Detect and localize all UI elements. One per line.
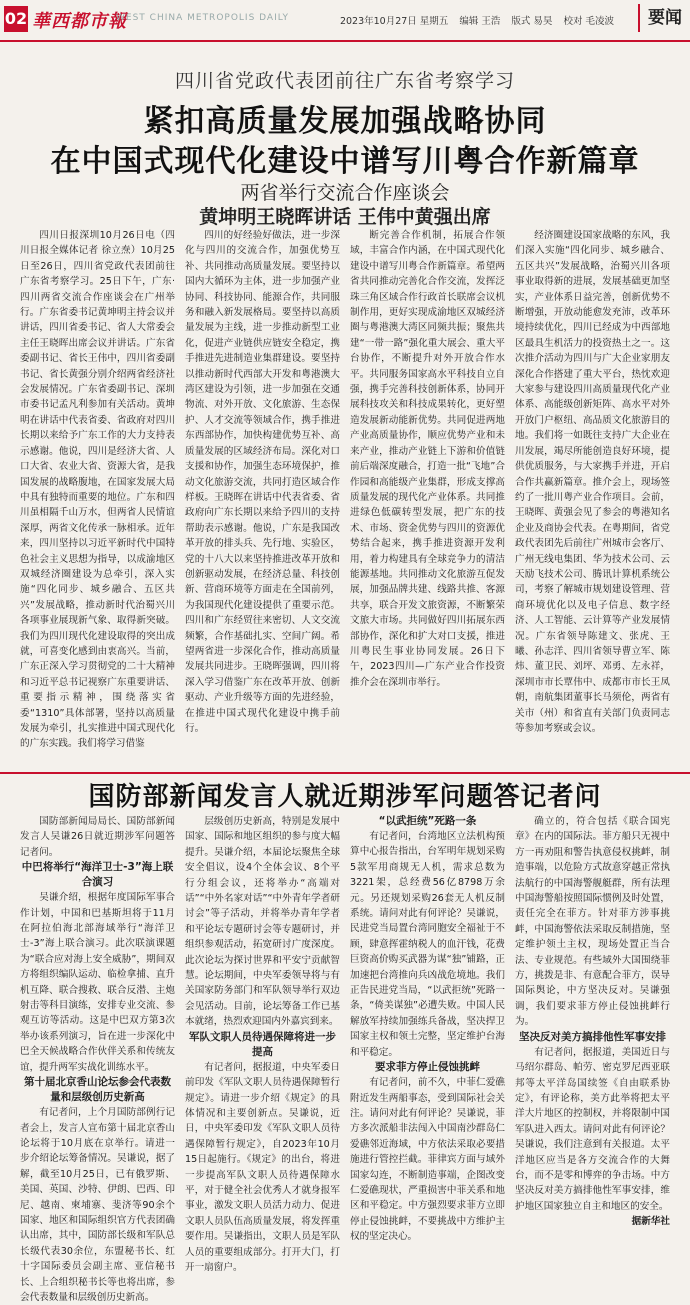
story2-subhead-1: 中巴将举行“海洋卫士-3”海上联合演习	[21, 861, 174, 889]
story2-rule	[0, 772, 690, 774]
story2-section-2-text: 有记者问，上个月国防部例行记者会上，发言人宣布第十届北京香山论坛将于10月底在京举行。请进一步介绍论坛筹备情况。吴谦说，据了解，截至10月25日，已有俄罗斯、美国、英国、沙特、伊朗、巴西、印尼、越南、柬埔寨、斐济等90余个国家、地区和国际组织官方代表团确认出席，其中，国防部长级和军队总长级代表30余位，东盟秘书长、红十字国际委员会副主席、亚信秘书长、上合组织秘书长等也将出席，参会代表数量和层级创历史新高。	[20, 1107, 175, 1303]
story2-subhead-6: 坚决反对美方搞排他性军事安排	[519, 1030, 666, 1043]
story1-subhead-line1: 两省举行交流合作座谈会	[240, 182, 450, 204]
proof-credit: 校对 毛凌波	[563, 16, 614, 27]
story2-credit: 据新华社	[631, 1216, 670, 1228]
story1-headline-line2: 在中国式现代化建设中谱写川粤合作新篇章	[50, 144, 640, 179]
story1-col2-text: 四川的好经验好做法，进一步深化与四川的交流合作，加强优势互补、共同推动高质量发展。要坚持以国内大循环为主体，进一步加强产业协同、科技协同、能源合作，共同服务和融入新发展格局。要坚持以高质量发展为主线，进一步推动新型工业化，促进产业链供应链安全稳定，携手推进先进制造业集群建设。要坚持以推动新时代西部大开发和粤港澳大湾区建设为引领，进一步加强在交通物流、对外开放、文化旅游、生态保护、人才交流等领域合作，携手推进东西部协作，加快构建优势互补、高质量发展的区域经济布局。深化对口支援和协作，加强生态环境保护，推动文化旅游交流，共同打造区域合作样板。王晓晖在讲话中代表省委、省政府向广东长期以来给予四川的支持帮助表示感谢。他说，广东是我国改革开放的排头兵、先行地、实验区，党的十八大以来坚持推进改革开放和创新驱动发展，在经济总量、科技创新、营商环境等方面走在全国前列，为我国现代化建设提供了重要示范。四川和广东经贸往来密切、人文交流频繁，合作基础扎实、空间广阔。希望两省进一步深化合作，推动高质量发展共同进步。王晓晖强调，四川将深入学习借鉴广东在改革开放、创新驱动、产业升级等方面的先进经验，在推进中国式现代化建设中携手前行。	[185, 230, 340, 734]
story2-column-2	[185, 814, 340, 1273]
story2-body	[20, 814, 670, 1303]
story2-section-5-text: 有记者问，前不久，中菲仁爱礁附近发生两船事态，受到国际社会关注。请问对此有何评论？吴谦说，菲方多次派船非法闯入中国南沙群岛仁爱礁邻近海域，中方依法采取必要措施进行管控拦截。菲律宾方面与域外国家勾连，不断制造事端，企图改变仁爱礁现状，严重损害中菲关系和地区和平稳定。中方强烈要求菲方立即停止侵蚀挑衅，不要挑战中方维护主权的坚定决心。	[350, 1077, 505, 1243]
story1-col4-text: 经济圈建设国家战略的东风，我们深入实施“四化同步、城乡融合、五区共兴”发展战略，治蜀兴川各项事业取得新的进展，发展基础更加坚实，产业体系日益完善，创新优势不断增强，开放动能愈发充沛，改革环境持续优化，四川已经成为中西部地区最具生机活力的投资热土之一。这次推介活动为四川与广大企业家朋友深化合作搭建了重大平台，热忱欢迎大家参与建设四川高质量现代化产业体系、高能级创新矩阵、高水平对外开放门户枢纽、高品质文化旅游目的地。我们将一如既往支持广大企业在川发展，竭尽所能创造良好环境，提供优质服务，与大家携手并进，开启合作共赢新篇章。推介会上，现场签约了一批川粤产业合作项目。会前，王晓晖、黄强会见了参会的粤港知名企业及商协会代表。在粤期间，省党政代表团先后前往广州城市会客厅、广州无线电集团、华为技术公司、云天励飞技术公司、腾讯计算机系统公司，考察了解城市规划建设管理、营商环境优化以及电子信息、数字经济、人工智能、云计算等产业发展情况。广东省领导陈建文、张虎、王曦、孙志洋、四川省领导曹立军、陈炜、董卫民、刘坪、邓勇、左永祥，深圳市市长覃伟中、成都市市长王凤朝，南航集团董事长马须伦，两省有关市（州）和省直有关部门负责同志等参加考察或会议。	[515, 230, 670, 734]
section-label: 要闻	[638, 4, 682, 32]
story2-column-1	[20, 814, 175, 1303]
page-number: 02	[4, 6, 28, 32]
story1-kicker: 四川省党政代表团前往广东省考察学习	[174, 70, 515, 92]
story1-subhead-line2: 黄坤明王晓晖讲话 王伟中黄强出席	[199, 206, 491, 228]
story2-column-3	[350, 814, 505, 1243]
story1-column-1	[20, 228, 175, 763]
story2-column-4	[515, 814, 670, 1228]
story1-body	[20, 228, 670, 763]
story2-section-1-text: 吴谦介绍，根据年度国际军事合作计划，中国和巴基斯坦将于11月在阿拉伯海北部海域举行“海洋卫士-3”海上联合演习。此次联演课题为“联合应对海上安全威胁”，期间双方将组织编队运动、临检拿捕、直升机互降、联合搜救、联合反潜、主炮射击等科目演练，安排专业交流、参观互访等活动。这是中巴双方第3次举办该系列演习，旨在进一步深化中巴全天候战略合作伙伴关系和传统友谊，提升两军实战化训练水平。	[20, 892, 175, 1073]
editor-credit: 编辑 王浩	[459, 16, 501, 27]
story1-col3-text: 断完善合作机制，拓展合作领域，丰富合作内涵，在中国式现代化建设中谱写川粤合作新篇章。希望两省共同推动完善化合作交流，发挥泛珠三角区域合作行政首长联席会议机制作用，更好实现成渝地区双城经济圈与粤港澳大湾区同频共振；聚焦共建“一带一路”强化重大展会、重大平台协作，不断提升对外开放合作水平。共同服务国家高水平科技自立自强，携手完善科技创新体系，协同开展科技攻关和科技成果转化，更好塑造发展新动能新优势。共同促进两地产业高质量协作，顺应优势产业和未来产业，推动产业链上下游和价值链前后端深度融合，打造一批“飞地”合作园和高能级产业集群，形成支撑高质量发展的现代化产业体系。共同推进绿色低碳转型发展，把广东的技术、市场、资金优势与四川的资源优势结合起来，携手推进资源开发利用，着力构建具有全球竞争力的清洁能源基地。共同推动文化旅游互促发展，加强品牌共建、线路共推、客源共享，联合开发文旅资源，不断繁荣文旅大市场。共同做好四川拓展东西部协作，深化和扩大对口支援，推进川粤民生事业协同发展。26日下午，2023四川—广东产业合作投资推介会在深圳市举行。	[350, 230, 505, 688]
story2-subhead-3: 军队文职人员待遇保障将进一步提高	[189, 1030, 336, 1058]
story2-col4-text: 确立的，符合包括《联合国宪章》在内的国际法。菲方船只无视中方一再劝阻和警告执意侵权挑衅，制造事端，以危险方式故意穿越正常执法航行的中国海警舰艇群，所有法理中国海警船按照国际惯例及时处置，责任完全在菲方。针对菲方涉事挑衅，中国海警依法采取反制措施，坚定维护领土主权，现场处置正当合法、专业规范。有些域外大国围绕菲方，挑拨是非、有意配合菲方，误导国际舆论，中方坚决反对。吴谦强调，我们要求菲方停止侵蚀挑衅行为。	[515, 816, 670, 1028]
brand-english: WEST CHINA METROPOLIS DAILY	[116, 13, 290, 23]
issue-info	[332, 13, 614, 27]
story2-section-3-text: 有记者问，据报道，中央军委日前印发《军队文职人员待遇保障暂行规定》。请进一步介绍《规定》的具体情况和主要创新点。吴谦说，近日，中央军委印发《军队文职人员待遇保障暂行规定》，自2023年10月15日起施行。《规定》的出台，将进一步提高军队文职人员待遇保障水平，对于健全社会优秀人才就身报军事业，激发文职人员活力动力、促进文职人员队伍高质量发展，将发挥重要作用。吴谦指出，文职人员是军队人员的重要组成部分。打开大门，打开一扇窗户。	[185, 1061, 340, 1273]
story2-subhead-4: “以武拒统”死路一条	[378, 815, 477, 827]
story1-col1-text: 四川日报深圳10月26日电（四川日报全媒体记者 徐立焘）10月25日至26日，四川省党政代表团前往广东省考察学习。25日下午，广东·四川两省交流合作座谈会在广州举行。广东省委书记黄坤明主持会议并讲话，四川省委书记、省人大常委会主任王晓晖出席会议并讲话。广东省委副书记、省长王伟中，四川省委副书记、省长黄强分别介绍两省经济社会发展情况。广东省委副书记、深圳市委书记孟凡利参加有关活动。黄坤明在讲话中代表省委、省政府对四川长期以来给予广东工作的大力支持表示感谢。他说，四川是经济大省、人口大省、农业大省、资源大省，是我国发展的战略腹地，在国家发展大局中具有独特而重要的地位。广东和四川虽相隔千山万水，但两省人民情谊深厚，两省文化传承一脉相承。近年来，四川坚持以习近平新时代中国特色社会主义思想为指导，以成渝地区双城经济圈建设为总牵引，深入实施“四化同步、城乡融合、五区共兴”发展战略，推动新时代治蜀兴川各项事业展现新气象、取得新突破。我们为四川现代化建设取得的突出成就，可喜变化感到由衷高兴。当前，广东正深入学习贯彻党的二十大精神和习近平总书记视察广东重要讲话、重要指示精神，围绕落实省委“1310”具体部署，坚持以高质量发展为牵引，扎实推进中国式现代化的广东实践。我们将学习借鉴	[20, 230, 175, 750]
story2-subhead-2: 第十届北京香山论坛参会代表数量和层级创历史新高	[24, 1076, 171, 1104]
story2-section-4-text: 有记者问，台湾地区立法机构预算中心报告指出，台军明年规划采购5款军用商规无人机，需求总数为3221架，总经费56亿8798万余元。另还规划采购26套无人机反制系统。请问对此有何评论？吴谦说，民进党当局置台湾同胞安全福祉于不顾，肆意挥霍纳税人的血汗钱，花费巨资高价购买武器为谋“独”铺路，正加速把台湾推向兵凶战危境地。我们正告民进党当局，“以武拒统”死路一条，“倚美谋独”必遭失败。中国人民解放军持续加强练兵备战，坚决捍卫国家主权和领土完整，坚定维护台海和平稳定。	[350, 831, 505, 1058]
story2-col2-text: 层级创历史新高，特别是发展中国家、国际和地区组织的参与度大幅提升。吴谦介绍，本届论坛聚焦全球安全倡议，设4个全体会议、8个平行分组会议，还将举办“高端对话”“中外名家对话”“中外青年学者研讨会”等子活动，并将举办青年学者和平论坛专题研讨会等专题研讨，并组织参观活动，拓宽研讨广度深度。此次论坛为探讨世界和平安宁贡献智慧。论坛期间，中央军委领导将与有关国家防务部门和军队领导举行双边会见活动。目前，论坛筹备工作已基本就绪，热烈欢迎国内外嘉宾到来。	[185, 816, 340, 1028]
story1-column-2	[185, 228, 340, 763]
story2-subhead-5: 要求菲方停止侵蚀挑衅	[375, 1061, 480, 1074]
designer-credit: 版式 易昊	[511, 16, 553, 27]
brand-logo: 華西都市報	[32, 11, 127, 32]
story1-headline-line1: 紧扣高质量发展加强战略协同	[143, 104, 547, 139]
masthead-rule	[0, 40, 690, 42]
story2-section-6-text: 有记者问，据报道，美国近日与马绍尔群岛、帕劳、密克罗尼西亚联邦等太平洋岛国续签《自由联系协定》，有评论称，美方此举将把太平洋大片地区的控制权，并将限制中国军队进入西太。请问对此有何评论？吴谦说，我们注意到有关报道。太平洋地区应当是各方交流合作的大舞台，而不是零和博弈的争击场。中方坚决反对美方搞排他性军事安排，维护地区国家独立自主和地区的安全。	[515, 1046, 670, 1212]
story2-intro: 国防部新闻局局长、国防部新闻发言人吴谦26日就近期涉军问题答记者问。	[20, 816, 175, 858]
issue-date: 2023年10月27日 星期五	[339, 16, 449, 27]
story1-column-4	[515, 228, 670, 763]
story1-column-3	[350, 228, 505, 763]
story2-headline: 国防部新闻发言人就近期涉军问题答记者问	[88, 782, 602, 812]
masthead	[0, 0, 690, 44]
